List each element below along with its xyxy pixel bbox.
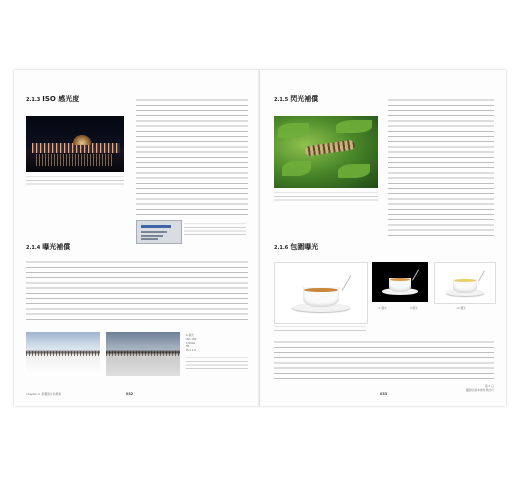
snake-on-leaves-photo <box>274 116 378 188</box>
city-night-photo <box>26 116 124 172</box>
snow-landscape-photo-1 <box>26 332 100 376</box>
section-title: 曝光補償 <box>42 243 71 251</box>
right-page <box>260 70 506 406</box>
menu-caption <box>184 222 246 236</box>
footer-title: 影響照片的要素 <box>41 392 62 396</box>
left-page <box>14 70 260 406</box>
footer-chapter: 第 2 章 <box>484 384 494 388</box>
setting-iso: ISO 100 <box>186 337 197 341</box>
section-title: 閃光補償 <box>290 95 319 103</box>
cup-label-1: -1 曝光 <box>378 307 387 310</box>
section-number: 2.1.6 <box>274 245 289 251</box>
right-footer <box>466 384 494 392</box>
shooting-settings <box>186 334 196 353</box>
section-number: 2.1.4 <box>26 245 41 251</box>
snow-caption <box>186 356 248 370</box>
body-text-iso <box>136 98 248 216</box>
camera-menu-screenshot <box>136 220 182 244</box>
tea-cup-photo-main <box>274 262 368 324</box>
tea-cup-photo-bright <box>434 262 496 304</box>
tea-cup-photo-dark <box>372 262 428 302</box>
section-heading-iso <box>26 94 79 104</box>
section-title: ISO 感光度 <box>42 95 80 103</box>
photo-caption <box>26 175 124 187</box>
section-heading-bracketing <box>274 242 318 252</box>
footer-chapter: Chapter 2 <box>26 392 40 396</box>
footer-title: 攝影的基本操作與技巧 <box>466 388 494 392</box>
setting-mode: A 模式 <box>186 334 194 337</box>
section-heading-flash-compensation <box>274 94 318 104</box>
left-footer <box>26 392 61 396</box>
snake-caption <box>274 191 378 201</box>
body-text-flash-compensation <box>388 98 494 238</box>
setting-aperture: F8 <box>186 345 190 349</box>
cup-label-3: +1 曝光 <box>456 307 466 310</box>
setting-ev: EV+1.0 <box>186 349 196 353</box>
snow-landscape-photo-2 <box>106 332 180 376</box>
tea-caption <box>274 325 366 333</box>
left-page-number: 032 <box>126 392 134 396</box>
setting-shutter: 1/200s <box>186 341 195 345</box>
section-title: 包圍曝光 <box>290 243 319 251</box>
section-number: 2.1.3 <box>26 97 41 103</box>
section-number: 2.1.5 <box>274 97 289 103</box>
section-heading-exposure-compensation <box>26 242 70 252</box>
body-text-exposure-compensation <box>26 260 248 320</box>
right-page-number: 033 <box>380 392 388 396</box>
book-spread <box>14 70 506 406</box>
body-text-bracketing <box>274 340 494 382</box>
cup-label-2: 0 曝光 <box>410 307 418 310</box>
